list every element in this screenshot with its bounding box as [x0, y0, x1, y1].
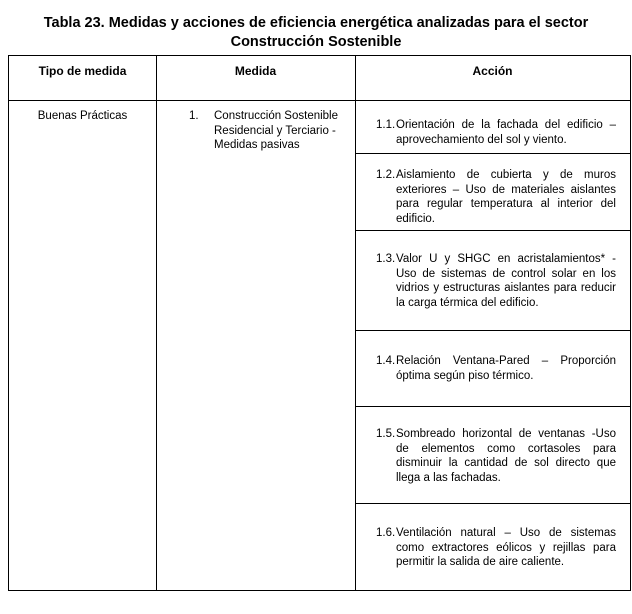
action-divider-5 — [355, 503, 630, 504]
action-text: Aislamiento de cubierta y de muros exteriores – Uso de materiales aislantes para regular temperatura al interior del edificio. — [396, 169, 616, 225]
medida-number: 1. — [189, 110, 199, 122]
header-medida: Medida — [234, 64, 277, 78]
action-item — [377, 354, 616, 383]
action-number: 1.4. — [376, 355, 396, 367]
action-number: 1.3. — [376, 253, 396, 265]
action-divider-4 — [355, 406, 630, 407]
measures-table — [8, 55, 631, 591]
action-divider-1 — [355, 153, 630, 154]
action-divider-2 — [355, 230, 630, 231]
action-text: Ventilación natural – Uso de sistemas como extractores eólicos y rejillas para permitir la salida de aire caliente. — [396, 527, 616, 568]
column-divider-2 — [355, 56, 356, 590]
action-text: Orientación de la fachada del edificio – aprovechamiento del sol y viento. — [396, 119, 616, 146]
tipo-cell: Buenas Prácticas — [37, 110, 128, 122]
action-text: Sombreado horizontal de ventanas -Uso de elementos como cortasoles para disminuir la cantidad de sol directo que llega a las fachadas. — [396, 428, 616, 484]
header-divider — [9, 100, 630, 101]
medida-text: Construcción Sostenible Residencial y Terciario - Medidas pasivas — [214, 110, 339, 151]
column-divider-1 — [156, 56, 157, 590]
caption-line-2: Construcción Sostenible — [230, 34, 402, 50]
action-item — [377, 252, 616, 310]
header-accion: Acción — [472, 64, 513, 78]
action-item — [377, 427, 616, 485]
action-text: Valor U y SHGC en acristalamientos* - Uso de sistemas de control solar en los vidrios y estructuras aislantes para reducir la carga térmica del edificio. — [396, 253, 616, 309]
action-number: 1.6. — [376, 527, 396, 539]
action-text: Relación Ventana-Pared – Proporción óptima según piso térmico. — [396, 355, 616, 382]
action-item — [377, 526, 616, 570]
action-item — [377, 168, 616, 226]
action-number: 1.2. — [376, 169, 396, 181]
header-tipo: Tipo de medida — [38, 64, 127, 78]
action-item — [377, 118, 616, 147]
table-caption — [0, 14, 632, 52]
caption-line-1: Tabla 23. Medidas y acciones de eficiencia energética analizadas para el sector — [43, 15, 589, 31]
action-divider-3 — [355, 330, 630, 331]
action-number: 1.5. — [376, 428, 396, 440]
action-number: 1.1. — [376, 119, 396, 131]
